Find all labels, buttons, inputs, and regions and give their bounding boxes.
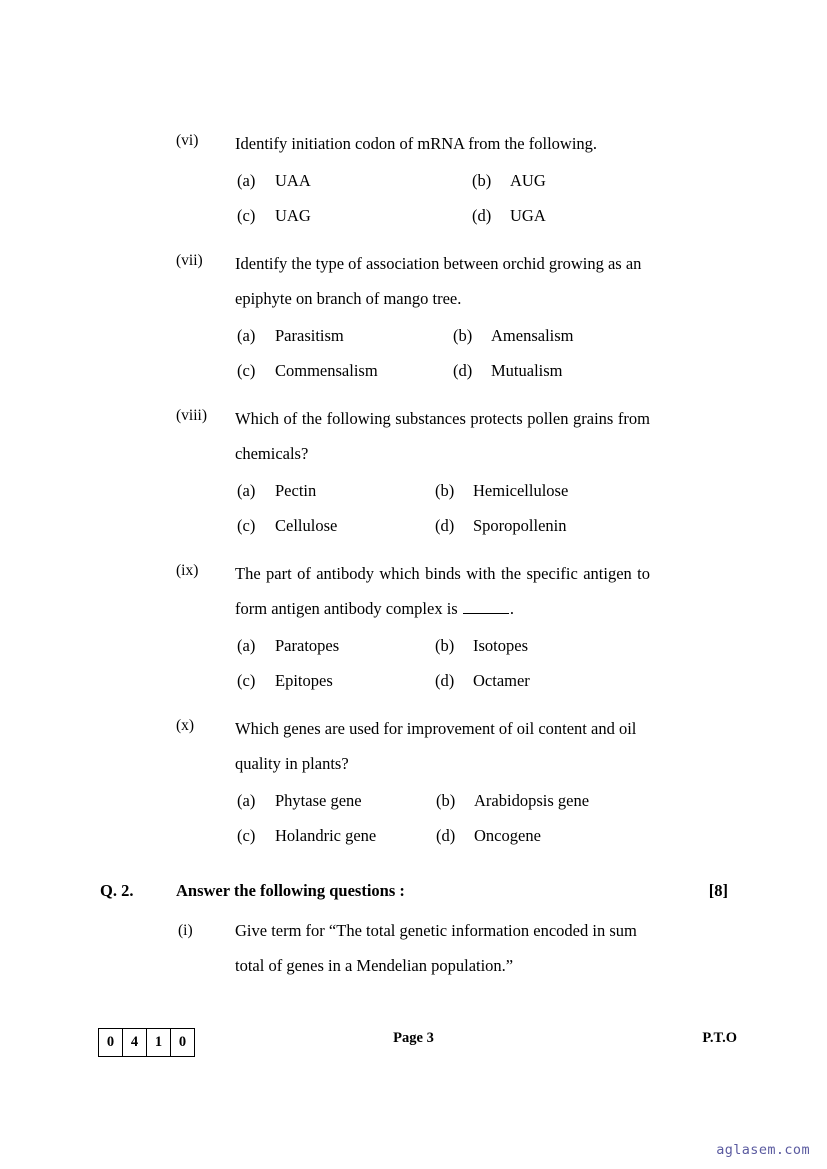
option-d[interactable] [453,353,563,388]
option-label: (b) [435,481,455,500]
question-vi [0,126,827,233]
code-digit: 0 [178,1034,187,1050]
question-header [0,711,827,781]
code-digit: 0 [99,1029,123,1056]
question-number: (ix) [176,562,199,579]
options-row [0,663,827,698]
option-text: AUG [510,171,546,190]
option-text: Isotopes [473,636,528,655]
section-header [0,875,827,906]
code-digit: 4 [123,1029,147,1056]
option-a[interactable] [237,318,344,353]
section-label: Q. 2. [100,881,134,900]
pto-label: P.T.O [702,1030,737,1046]
option-b[interactable] [453,318,574,353]
option-text: Arabidopsis gene [474,791,590,810]
question-number: (x) [176,717,195,734]
option-label: (b) [436,791,456,810]
section-marks: [8] [708,881,728,900]
options-row [0,473,827,508]
options-group [0,783,827,853]
option-c[interactable] [237,198,311,233]
option-label: (c) [237,826,256,845]
question-viii [0,401,827,543]
question-ix [0,556,827,698]
option-d[interactable] [436,818,541,853]
sub-item-number: (i) [178,922,193,939]
question-text: Identify initiation codon of mRNA from the following. [235,134,598,153]
option-label: (a) [237,481,256,500]
option-label: (a) [237,636,256,655]
options-row [0,628,827,663]
option-label: (b) [472,171,492,190]
option-text: Paratopes [275,636,340,655]
question-text-after-blank: . [509,599,514,618]
option-a[interactable] [237,473,316,508]
question-number: (vi) [176,132,199,149]
option-d[interactable] [435,508,567,543]
question-text: Identify the type of association between orchid growing as an epiphyte on branch of mango tree. [235,254,642,308]
page-footer [0,1028,827,1062]
option-label: (d) [435,516,455,535]
option-text: UGA [510,206,546,225]
option-text: Holandric gene [275,826,377,845]
fill-in-blank [463,603,509,614]
options-row [0,318,827,353]
option-label: (a) [237,791,256,810]
option-text: Pectin [275,481,317,500]
option-b[interactable] [436,783,589,818]
option-label: (a) [237,171,256,190]
questions-container [0,126,827,983]
option-text: Amensalism [491,326,574,345]
option-b[interactable] [435,473,568,508]
option-a[interactable] [237,783,362,818]
section-item-i [0,913,827,983]
option-text: Cellulose [275,516,338,535]
options-group [0,628,827,698]
option-text: Oncogene [474,826,541,845]
options-group [0,318,827,388]
question-text: Which of the following substances protects pollen grains from chemicals? [235,409,650,463]
code-digit: 1 [147,1029,171,1056]
option-label: (b) [435,636,455,655]
option-label: (c) [237,206,256,225]
question-x [0,711,827,853]
option-text: UAA [275,171,311,190]
option-text: Mutualism [491,361,563,380]
question-vii [0,246,827,388]
question-header [0,556,827,626]
question-header [0,126,827,161]
option-text: UAG [275,206,311,225]
option-b[interactable] [435,628,528,663]
option-a[interactable] [237,163,311,198]
options-row [0,163,827,198]
section-q2 [0,875,827,983]
option-d[interactable] [435,663,530,698]
option-text: Octamer [473,671,530,690]
question-header [0,401,827,471]
option-text: Commensalism [275,361,378,380]
options-group [0,163,827,233]
options-row [0,508,827,543]
option-text: Parasitism [275,326,344,345]
option-label: (c) [237,361,256,380]
option-c[interactable] [237,353,378,388]
options-row [0,198,827,233]
question-text: Which genes are used for improvement of oil content and oil quality in plants? [235,719,637,773]
option-c[interactable] [237,508,337,543]
option-label: (c) [237,516,256,535]
option-b[interactable] [472,163,546,198]
option-text: Hemicellulose [473,481,569,500]
option-text: Sporopollenin [473,516,567,535]
option-a[interactable] [237,628,339,663]
options-row [0,353,827,388]
option-label: (d) [453,361,473,380]
option-label: (d) [472,206,492,225]
sub-item-text: Give term for “The total genetic information encoded in sum total of genes in a Mendelian population.” [235,921,637,975]
question-number: (viii) [176,407,207,424]
option-text: Phytase gene [275,791,362,810]
question-text-before-blank: The part of antibody which binds with the specific antigen to form antigen antibody complex is [235,564,650,618]
section-title: Answer the following questions : [176,881,405,900]
question-text [235,556,650,626]
watermark: aglasem.com [716,1142,810,1158]
question-header [0,246,827,316]
option-d[interactable] [472,198,546,233]
page-number-label: Page 3 [393,1030,434,1046]
option-label: (d) [435,671,455,690]
option-c[interactable] [237,663,333,698]
option-c[interactable] [237,818,376,853]
options-group [0,473,827,543]
option-label: (d) [436,826,456,845]
options-row [0,783,827,818]
option-label: (a) [237,326,256,345]
option-label: (b) [453,326,473,345]
options-row [0,818,827,853]
question-number: (vii) [176,252,203,269]
option-text: Epitopes [275,671,333,690]
option-label: (c) [237,671,256,690]
